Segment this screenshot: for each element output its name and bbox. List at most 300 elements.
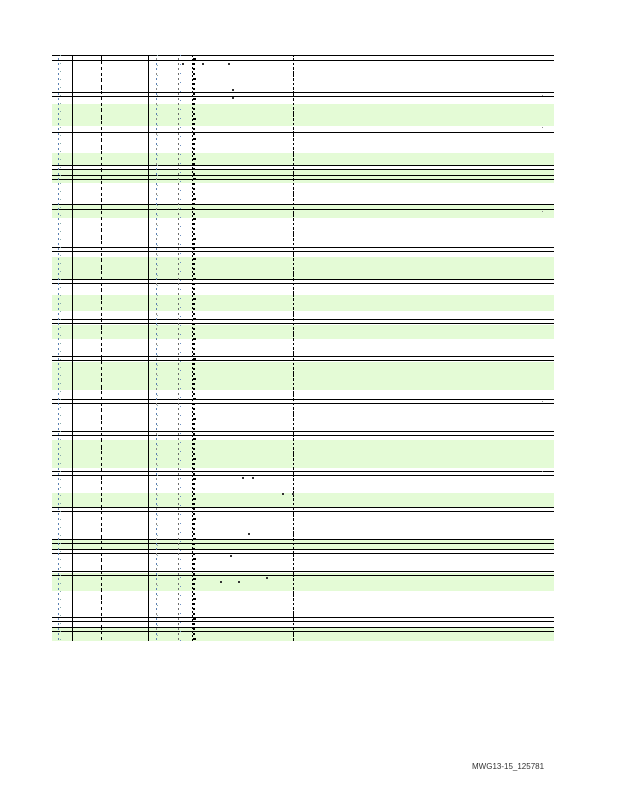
- cell-glyph: [156, 498, 157, 500]
- cell-glyph: [58, 298, 59, 300]
- cell-glyph: [58, 353, 59, 355]
- cell-glyph: [178, 78, 179, 80]
- cell-glyph: [178, 528, 179, 530]
- cell-glyph: [58, 323, 59, 325]
- cell-glyph: [293, 313, 294, 315]
- cell-glyph: [178, 373, 179, 375]
- cell-glyph: [58, 203, 59, 205]
- cell-glyph: [542, 127, 543, 128]
- cell-glyph: [58, 628, 59, 630]
- cell-glyph: [156, 638, 157, 640]
- cell-glyph: [193, 203, 195, 205]
- cell-glyph: [58, 493, 59, 495]
- cell-glyph: [293, 273, 294, 275]
- cell-glyph: [101, 168, 102, 170]
- cell-glyph: [178, 383, 179, 385]
- cell-glyph: [293, 168, 294, 170]
- cell-glyph: [101, 208, 102, 210]
- cell-glyph: [193, 633, 195, 635]
- cell-glyph: [293, 373, 294, 375]
- cell-glyph: [101, 358, 102, 360]
- cell-glyph: [101, 118, 102, 120]
- cell-glyph: [266, 577, 268, 579]
- cell-glyph: [156, 153, 157, 155]
- cell-glyph: [156, 68, 157, 70]
- cell-glyph: [193, 318, 196, 320]
- cell-glyph: [58, 418, 59, 420]
- cell-glyph: [58, 303, 59, 305]
- cell-glyph: [58, 283, 59, 285]
- cell-glyph: [156, 198, 157, 200]
- cell-glyph: [58, 598, 59, 600]
- row-band: [52, 257, 554, 279]
- cell-glyph: [178, 258, 179, 260]
- cell-glyph: [193, 178, 196, 180]
- cell-glyph: [178, 458, 179, 460]
- cell-glyph: [58, 448, 59, 450]
- cell-glyph: [193, 78, 196, 80]
- cell-glyph: [58, 633, 59, 635]
- cell-glyph: [58, 518, 59, 520]
- cell-glyph: [58, 83, 59, 85]
- cell-glyph: [101, 478, 102, 480]
- cell-glyph: [193, 498, 196, 500]
- cell-glyph: [178, 498, 179, 500]
- cell-glyph: [293, 418, 294, 420]
- cell-glyph: [101, 418, 102, 420]
- cell-glyph: [156, 508, 157, 510]
- cell-glyph: [156, 623, 157, 625]
- cell-glyph: [193, 488, 195, 490]
- cell-glyph: [193, 503, 195, 505]
- cell-glyph: [193, 453, 195, 455]
- cell-glyph: [178, 288, 179, 290]
- cell-glyph: [193, 588, 195, 590]
- cell-glyph: [193, 213, 195, 215]
- cell-glyph: [178, 483, 179, 485]
- cell-glyph: [293, 543, 294, 545]
- cell-glyph: [193, 493, 195, 495]
- cell-glyph: [193, 638, 196, 640]
- cell-glyph: [58, 363, 59, 365]
- cell-glyph: [178, 413, 179, 415]
- cell-glyph: [58, 293, 59, 295]
- cell-glyph: [248, 533, 250, 535]
- cell-glyph: [156, 428, 157, 430]
- cell-glyph: [58, 63, 59, 65]
- cell-glyph: [58, 318, 59, 320]
- cell-glyph: [178, 118, 179, 120]
- cell-glyph: [193, 168, 195, 170]
- cell-glyph: [293, 328, 294, 330]
- cell-glyph: [156, 168, 157, 170]
- cell-glyph: [156, 363, 157, 365]
- cell-glyph: [293, 173, 294, 175]
- cell-glyph: [101, 68, 102, 70]
- cell-glyph: [178, 428, 179, 430]
- cell-glyph: [101, 378, 102, 380]
- cell-glyph: [58, 468, 59, 470]
- cell-glyph: [178, 263, 179, 265]
- cell-glyph: [101, 388, 102, 390]
- table-rule: [52, 511, 554, 512]
- cell-glyph: [58, 138, 59, 140]
- cell-glyph: [58, 558, 59, 560]
- cell-glyph: [101, 548, 102, 550]
- cell-glyph: [101, 428, 102, 430]
- table-rule: [52, 319, 554, 320]
- cell-glyph: [156, 403, 157, 405]
- cell-glyph: [156, 133, 157, 135]
- table-rule: [52, 60, 554, 61]
- cell-glyph: [193, 528, 195, 530]
- cell-glyph: [58, 428, 59, 430]
- cell-glyph: [156, 188, 157, 190]
- cell-glyph: [101, 198, 102, 200]
- cell-glyph: [58, 503, 59, 505]
- table-rule: [52, 96, 554, 97]
- cell-glyph: [293, 378, 294, 380]
- cell-glyph: [58, 473, 59, 475]
- cell-glyph: [101, 468, 102, 470]
- cell-glyph: [156, 128, 157, 130]
- cell-glyph: [101, 218, 102, 220]
- cell-glyph: [293, 558, 294, 560]
- cell-glyph: [193, 258, 196, 260]
- cell-glyph: [58, 438, 59, 440]
- cell-glyph: [293, 468, 294, 470]
- cell-glyph: [101, 328, 102, 330]
- row-band: [52, 169, 554, 183]
- cell-glyph: [193, 218, 196, 220]
- cell-glyph: [193, 468, 195, 470]
- cell-glyph: [178, 453, 179, 455]
- cell-glyph: [193, 618, 196, 620]
- table-rule: [52, 627, 554, 628]
- cell-glyph: [178, 433, 179, 435]
- cell-glyph: [193, 568, 195, 570]
- cell-glyph: [193, 113, 195, 115]
- cell-glyph: [156, 58, 157, 60]
- cell-glyph: [232, 97, 234, 99]
- cell-glyph: [178, 58, 179, 60]
- cell-glyph: [58, 178, 59, 180]
- cell-glyph: [156, 228, 157, 230]
- cell-glyph: [193, 133, 195, 135]
- cell-glyph: [293, 408, 294, 410]
- cell-glyph: [193, 613, 195, 615]
- cell-glyph: [193, 193, 195, 195]
- cell-glyph: [58, 413, 59, 415]
- cell-glyph: [58, 243, 59, 245]
- cell-glyph: [156, 118, 157, 120]
- cell-glyph: [293, 478, 294, 480]
- cell-glyph: [58, 563, 59, 565]
- cell-glyph: [293, 458, 294, 460]
- cell-glyph: [156, 308, 157, 310]
- cell-glyph: [293, 293, 294, 295]
- cell-glyph: [156, 393, 157, 395]
- cell-glyph: [293, 283, 294, 285]
- cell-glyph: [101, 508, 102, 510]
- cell-glyph: [156, 313, 157, 315]
- cell-glyph: [178, 598, 179, 600]
- cell-glyph: [58, 268, 59, 270]
- cell-glyph: [156, 238, 157, 240]
- cell-glyph: [293, 113, 294, 115]
- cell-glyph: [58, 173, 59, 175]
- cell-glyph: [156, 338, 157, 340]
- cell-glyph: [58, 423, 59, 425]
- table-rule: [52, 435, 554, 436]
- cell-glyph: [193, 583, 195, 585]
- cell-glyph: [178, 63, 179, 65]
- cell-glyph: [101, 308, 102, 310]
- cell-glyph: [193, 623, 195, 625]
- cell-glyph: [193, 138, 196, 140]
- cell-glyph: [178, 623, 179, 625]
- cell-glyph: [101, 98, 102, 100]
- cell-glyph: [193, 513, 195, 515]
- table-rule: [52, 507, 554, 508]
- cell-glyph: [178, 358, 179, 360]
- cell-glyph: [178, 148, 179, 150]
- cell-glyph: [156, 478, 157, 480]
- cell-glyph: [178, 328, 179, 330]
- cell-glyph: [293, 383, 294, 385]
- cell-glyph: [58, 188, 59, 190]
- cell-glyph: [156, 288, 157, 290]
- cell-glyph: [178, 173, 179, 175]
- cell-glyph: [293, 183, 294, 185]
- cell-glyph: [101, 458, 102, 460]
- cell-glyph: [58, 88, 59, 90]
- table-rule: [52, 55, 554, 56]
- cell-glyph: [178, 103, 179, 105]
- cell-glyph: [156, 613, 157, 615]
- cell-glyph: [193, 233, 195, 235]
- cell-glyph: [156, 183, 157, 185]
- cell-glyph: [293, 198, 294, 200]
- cell-glyph: [193, 388, 195, 390]
- cell-glyph: [178, 213, 179, 215]
- cell-glyph: [178, 568, 179, 570]
- cell-glyph: [101, 408, 102, 410]
- cell-glyph: [156, 438, 157, 440]
- cell-glyph: [178, 93, 179, 95]
- cell-glyph: [293, 633, 294, 635]
- cell-glyph: [178, 238, 179, 240]
- cell-glyph: [156, 328, 157, 330]
- cell-glyph: [58, 313, 59, 315]
- cell-glyph: [58, 103, 59, 105]
- cell-glyph: [156, 73, 157, 75]
- cell-glyph: [293, 128, 294, 130]
- cell-glyph: [193, 108, 195, 110]
- cell-glyph: [178, 618, 179, 620]
- cell-glyph: [193, 438, 196, 440]
- column-rule: [72, 55, 73, 641]
- cell-glyph: [178, 98, 179, 100]
- cell-glyph: [58, 578, 59, 580]
- cell-glyph: [178, 153, 179, 155]
- cell-glyph: [178, 158, 179, 160]
- cell-glyph: [58, 228, 59, 230]
- cell-glyph: [58, 388, 59, 390]
- cell-glyph: [252, 477, 254, 479]
- cell-glyph: [193, 558, 196, 560]
- cell-glyph: [178, 423, 179, 425]
- cell-glyph: [156, 463, 157, 465]
- cell-glyph: [58, 523, 59, 525]
- cell-glyph: [156, 323, 157, 325]
- cell-glyph: [101, 488, 102, 490]
- table-rule: [52, 283, 554, 284]
- cell-glyph: [193, 343, 195, 345]
- cell-glyph: [156, 113, 157, 115]
- cell-glyph: [220, 581, 222, 583]
- table-rule: [52, 431, 554, 432]
- cell-glyph: [58, 73, 59, 75]
- cell-glyph: [178, 438, 179, 440]
- cell-glyph: [156, 583, 157, 585]
- cell-glyph: [193, 288, 195, 290]
- table-rule: [52, 251, 554, 252]
- cell-glyph: [193, 518, 196, 520]
- cell-glyph: [542, 95, 543, 96]
- cell-glyph: [156, 588, 157, 590]
- cell-glyph: [193, 63, 195, 65]
- cell-glyph: [156, 608, 157, 610]
- cell-glyph: [178, 178, 179, 180]
- cell-glyph: [293, 533, 294, 535]
- cell-glyph: [193, 348, 195, 350]
- cell-glyph: [228, 63, 230, 65]
- cell-glyph: [293, 133, 294, 135]
- cell-glyph: [58, 148, 59, 150]
- cell-glyph: [293, 463, 294, 465]
- cell-glyph: [193, 533, 195, 535]
- table-rule: [52, 631, 554, 632]
- cell-glyph: [101, 498, 102, 500]
- cell-glyph: [101, 598, 102, 600]
- cell-glyph: [293, 68, 294, 70]
- cell-glyph: [58, 273, 59, 275]
- cell-glyph: [101, 228, 102, 230]
- cell-glyph: [193, 523, 195, 525]
- cell-glyph: [156, 353, 157, 355]
- cell-glyph: [293, 448, 294, 450]
- cell-glyph: [101, 638, 102, 640]
- cell-glyph: [293, 203, 294, 205]
- cell-glyph: [58, 68, 59, 70]
- cell-glyph: [58, 568, 59, 570]
- cell-glyph: [101, 518, 102, 520]
- cell-glyph: [178, 633, 179, 635]
- cell-glyph: [293, 343, 294, 345]
- cell-glyph: [193, 458, 196, 460]
- cell-glyph: [178, 473, 179, 475]
- cell-glyph: [178, 608, 179, 610]
- cell-glyph: [293, 188, 294, 190]
- cell-glyph: [58, 613, 59, 615]
- cell-glyph: [156, 88, 157, 90]
- cell-glyph: [193, 83, 195, 85]
- cell-glyph: [156, 578, 157, 580]
- cell-glyph: [156, 358, 157, 360]
- cell-glyph: [293, 413, 294, 415]
- cell-glyph: [178, 113, 179, 115]
- cell-glyph: [101, 398, 102, 400]
- cell-glyph: [178, 268, 179, 270]
- table-rule: [52, 539, 554, 540]
- cell-glyph: [293, 538, 294, 540]
- row-band: [52, 493, 554, 507]
- cell-glyph: [178, 133, 179, 135]
- cell-glyph: [156, 83, 157, 85]
- cell-glyph: [193, 298, 196, 300]
- cell-glyph: [293, 518, 294, 520]
- cell-glyph: [193, 448, 195, 450]
- cell-glyph: [156, 503, 157, 505]
- cell-glyph: [178, 108, 179, 110]
- cell-glyph: [293, 508, 294, 510]
- cell-glyph: [58, 248, 59, 250]
- cell-glyph: [156, 448, 157, 450]
- cell-glyph: [58, 198, 59, 200]
- cell-glyph: [58, 573, 59, 575]
- cell-glyph: [178, 223, 179, 225]
- cell-glyph: [156, 528, 157, 530]
- cell-glyph: [178, 123, 179, 125]
- cell-glyph: [58, 78, 59, 80]
- cell-glyph: [293, 123, 294, 125]
- cell-glyph: [193, 268, 195, 270]
- cell-glyph: [193, 338, 196, 340]
- cell-glyph: [178, 228, 179, 230]
- cell-glyph: [193, 363, 195, 365]
- cell-glyph: [58, 543, 59, 545]
- cell-glyph: [58, 98, 59, 100]
- cell-glyph: [242, 477, 244, 479]
- cell-glyph: [101, 268, 102, 270]
- cell-glyph: [178, 388, 179, 390]
- cell-glyph: [156, 558, 157, 560]
- data-table: [52, 55, 554, 641]
- cell-glyph: [293, 98, 294, 100]
- row-band: [52, 295, 554, 311]
- column-rule-faint: [60, 55, 61, 641]
- cell-glyph: [58, 453, 59, 455]
- cell-glyph: [178, 163, 179, 165]
- table-rule: [52, 403, 554, 404]
- cell-glyph: [178, 338, 179, 340]
- column-rule-faint: [180, 55, 181, 641]
- cell-glyph: [193, 293, 195, 295]
- cell-glyph: [293, 588, 294, 590]
- cell-glyph: [193, 598, 196, 600]
- cell-glyph: [101, 618, 102, 620]
- cell-glyph: [101, 608, 102, 610]
- cell-glyph: [156, 453, 157, 455]
- cell-glyph: [58, 513, 59, 515]
- cell-glyph: [193, 483, 195, 485]
- cell-glyph: [156, 333, 157, 335]
- cell-glyph: [542, 471, 543, 472]
- cell-glyph: [193, 158, 196, 160]
- cell-glyph: [178, 418, 179, 420]
- cell-glyph: [293, 88, 294, 90]
